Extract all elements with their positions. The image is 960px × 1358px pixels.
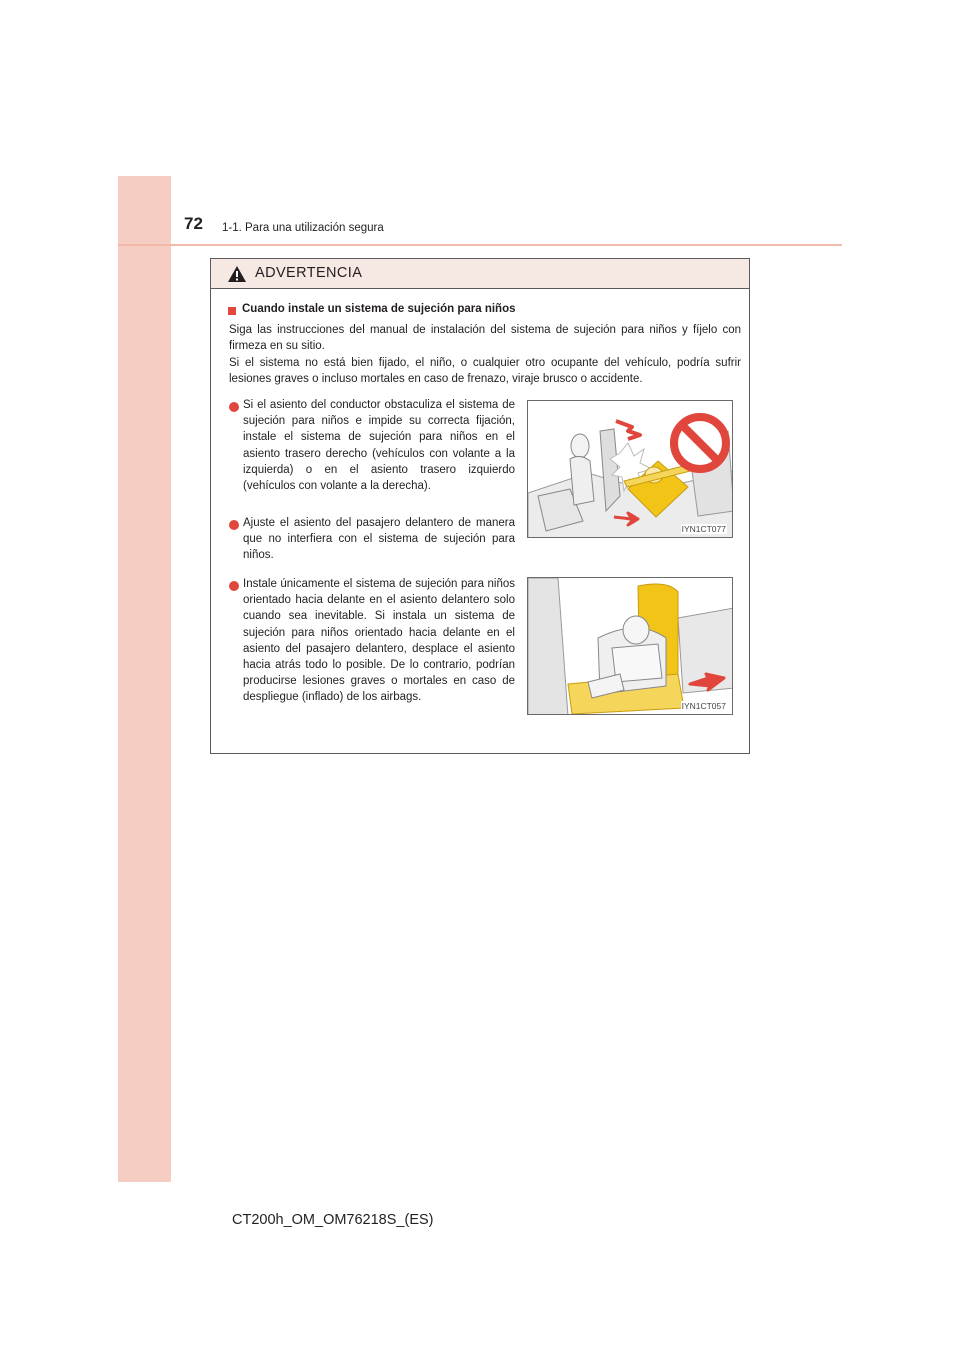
side-color-band <box>118 176 171 1182</box>
warning-header <box>211 259 749 289</box>
header-rule <box>118 244 842 246</box>
illustration-seat-interference <box>527 400 733 538</box>
section-title: 1-1. Para una utilización segura <box>222 222 384 234</box>
forward-seat-drawing <box>528 578 733 715</box>
seat-interference-drawing <box>528 401 733 538</box>
warning-triangle-icon <box>227 265 247 283</box>
bullet-dot-icon <box>229 402 239 412</box>
illustration-code: IYN1CT077 <box>681 524 726 534</box>
bullet-text: Ajuste el asiento del pasajero delantero de manera que no interfiera con el sistema de sujeción para niños. <box>243 517 515 562</box>
bullet-dot-icon <box>229 520 239 530</box>
warning-box <box>210 258 750 754</box>
document-code: CT200h_OM_OM76218S_(ES) <box>232 1212 434 1228</box>
bullet-dot-icon <box>229 581 239 591</box>
warning-title: ADVERTENCIA <box>255 265 363 281</box>
page-number: 72 <box>184 214 203 233</box>
illustration-code: IYN1CT057 <box>681 701 726 711</box>
warning-subheading: Cuando instale un sistema de sujeción para niños <box>242 303 516 315</box>
warning-paragraph: Si el sistema no está bien fijado, el niño, o cualquier otro ocupante del vehículo, podría sufrir lesiones graves o incluso mortales en caso de frenazo, viraje brusco o accidente. <box>229 357 741 385</box>
bullet-text: Instale únicamente el sistema de sujeción para niños orientado hacia delante en el asiento delantero solo cuando sea inevitable. Si instala un sistema de sujeción para niños orientado hacia delante en el asiento del pasajero delantero, desplace el asiento hacia atrás todo lo posible. De lo contrario, podrían producirse lesiones graves o mortales en caso de despliegue (inflado) de los airbags. <box>243 578 515 704</box>
square-bullet-icon <box>228 307 236 315</box>
warning-paragraph: Siga las instrucciones del manual de instalación del sistema de sujeción para niños y fíjelo con firmeza en su sitio. <box>229 324 741 352</box>
illustration-forward-seat <box>527 577 733 715</box>
bullet-text: Si el asiento del conductor obstaculiza el sistema de sujeción para niños e impide su correcta fijación, instale el sistema de sujeción para niños en el asiento trasero derecho (vehículos con volante a la izquierda) o en el asiento trasero izquierdo (vehículos con volante a la derecha). <box>243 399 515 493</box>
